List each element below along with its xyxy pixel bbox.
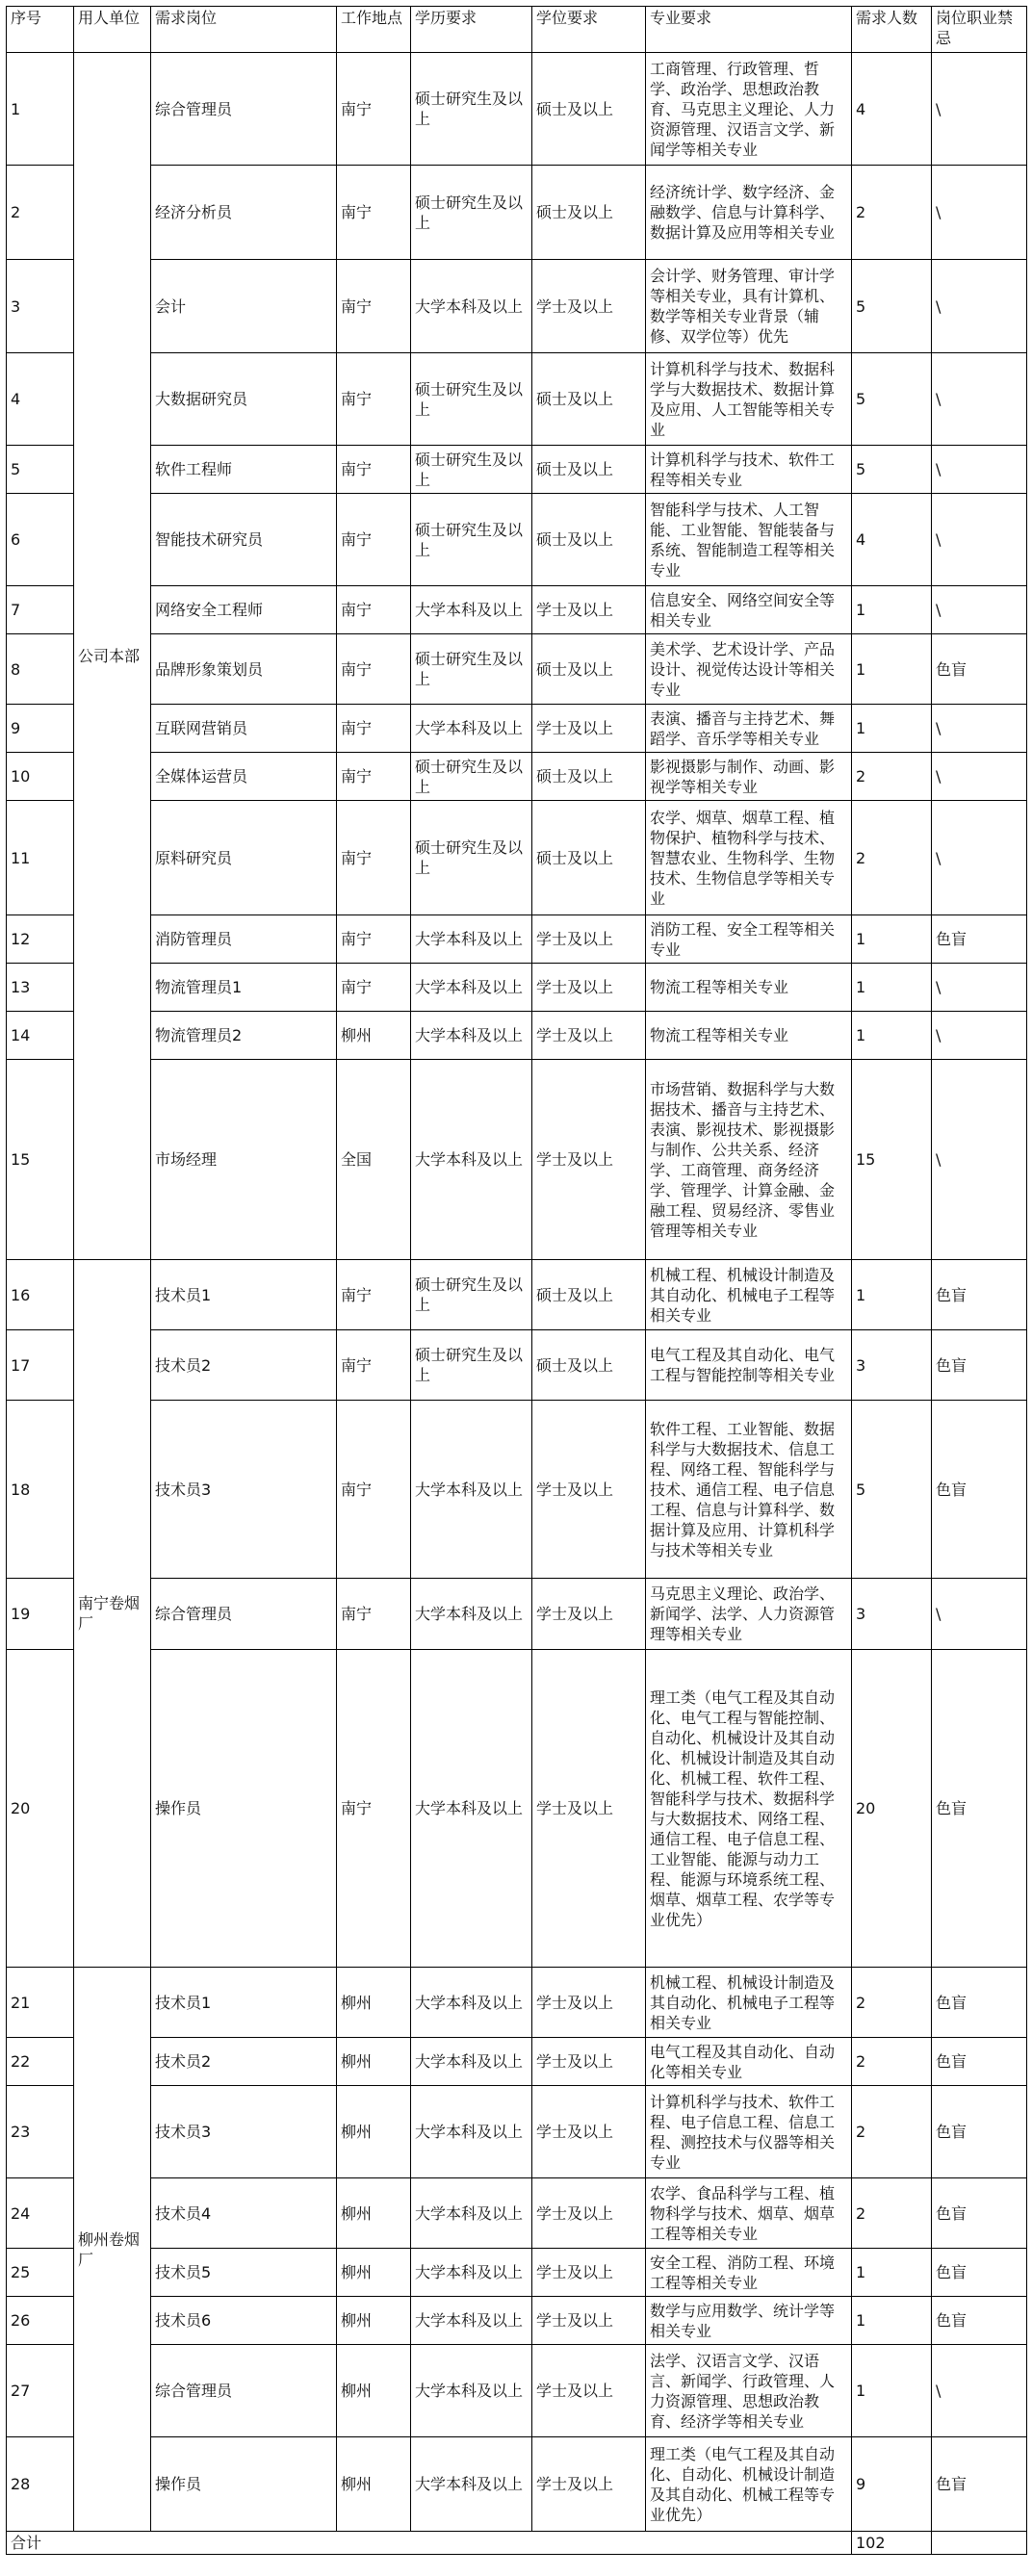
header-row	[7, 7, 1027, 53]
restriction-cell: \	[932, 260, 1027, 353]
table-row	[7, 1260, 1027, 1330]
post-cell: 技术员2	[151, 1330, 337, 1401]
major-cell: 市场营销、数据科学与大数据技术、播音与主持艺术、表演、影视技术、影视摄影与制作、公共关系、经济学、工商管理、商务经济学、管理学、计算金融、金融工程、贸易经济、零售业管理等相关专业	[646, 1060, 852, 1260]
degree-cell: 学士及以上	[532, 1579, 646, 1650]
degree-cell: 学士及以上	[532, 1968, 646, 2038]
post-cell: 综合管理员	[151, 2345, 337, 2437]
major-cell: 影视摄影与制作、动画、影视学等相关专业	[646, 753, 852, 801]
education-cell: 硕士研究生及以上	[411, 166, 532, 260]
row-number: 24	[7, 2178, 74, 2249]
headcount-cell: 1	[852, 1012, 932, 1060]
location-cell: 南宁	[337, 494, 411, 586]
table-row	[7, 1579, 1027, 1650]
education-cell: 硕士研究生及以上	[411, 53, 532, 166]
table-row	[7, 964, 1027, 1012]
headcount-cell: 5	[852, 446, 932, 494]
restriction-cell: \	[932, 964, 1027, 1012]
education-cell: 硕士研究生及以上	[411, 1260, 532, 1330]
table-row	[7, 260, 1027, 353]
major-cell: 智能科学与技术、人工智能、工业智能、智能装备与系统、智能制造工程等相关专业	[646, 494, 852, 586]
restriction-cell: \	[932, 166, 1027, 260]
headcount-cell: 2	[852, 1968, 932, 2038]
degree-cell: 硕士及以上	[532, 634, 646, 705]
header-cell: 需求人数	[852, 7, 932, 53]
degree-cell: 学士及以上	[532, 964, 646, 1012]
row-number: 6	[7, 494, 74, 586]
restriction-cell: 色盲	[932, 1968, 1027, 2038]
headcount-cell: 4	[852, 494, 932, 586]
table-row	[7, 801, 1027, 915]
location-cell: 柳州	[337, 1012, 411, 1060]
degree-cell: 硕士及以上	[532, 801, 646, 915]
restriction-cell: 色盲	[932, 1260, 1027, 1330]
row-number: 22	[7, 2038, 74, 2086]
location-cell: 柳州	[337, 2086, 411, 2178]
restriction-cell: 色盲	[932, 2297, 1027, 2345]
degree-cell: 学士及以上	[532, 705, 646, 753]
restriction-cell: 色盲	[932, 634, 1027, 705]
restriction-cell: \	[932, 2345, 1027, 2437]
location-cell: 南宁	[337, 915, 411, 964]
post-cell: 技术员3	[151, 2086, 337, 2178]
degree-cell: 学士及以上	[532, 1060, 646, 1260]
location-cell: 南宁	[337, 446, 411, 494]
post-cell: 操作员	[151, 2437, 337, 2532]
major-cell: 农学、食品科学与工程、植物科学与技术、烟草、烟草工程等相关专业	[646, 2178, 852, 2249]
degree-cell: 学士及以上	[532, 2297, 646, 2345]
education-cell: 大学本科及以上	[411, 1060, 532, 1260]
restriction-cell: \	[932, 353, 1027, 446]
location-cell: 南宁	[337, 753, 411, 801]
headcount-cell: 4	[852, 53, 932, 166]
location-cell: 南宁	[337, 1579, 411, 1650]
education-cell: 大学本科及以上	[411, 1401, 532, 1579]
header-cell: 用人单位	[74, 7, 151, 53]
restriction-cell: \	[932, 494, 1027, 586]
location-cell: 南宁	[337, 634, 411, 705]
major-cell: 消防工程、安全工程等相关专业	[646, 915, 852, 964]
table-row	[7, 2297, 1027, 2345]
education-cell: 大学本科及以上	[411, 1650, 532, 1968]
header-cell: 需求岗位	[151, 7, 337, 53]
major-cell: 美术学、艺术设计学、产品设计、视觉传达设计等相关专业	[646, 634, 852, 705]
table-row	[7, 2038, 1027, 2086]
major-cell: 工商管理、行政管理、哲学、政治学、思想政治教育、马克思主义理论、人力资源管理、汉语言文学、新闻学等相关专业	[646, 53, 852, 166]
education-cell: 大学本科及以上	[411, 2178, 532, 2249]
row-number: 15	[7, 1060, 74, 1260]
unit-cell: 公司本部	[74, 53, 151, 1260]
major-cell: 马克思主义理论、政治学、新闻学、法学、人力资源管理等相关专业	[646, 1579, 852, 1650]
degree-cell: 学士及以上	[532, 2345, 646, 2437]
education-cell: 硕士研究生及以上	[411, 353, 532, 446]
education-cell: 硕士研究生及以上	[411, 494, 532, 586]
post-cell: 市场经理	[151, 1060, 337, 1260]
post-cell: 经济分析员	[151, 166, 337, 260]
restriction-cell: 色盲	[932, 2086, 1027, 2178]
location-cell: 南宁	[337, 166, 411, 260]
degree-cell: 硕士及以上	[532, 1330, 646, 1401]
post-cell: 物流管理员2	[151, 1012, 337, 1060]
headcount-cell: 1	[852, 964, 932, 1012]
major-cell: 软件工程、工业智能、数据科学与大数据技术、信息工程、网络工程、智能科学与技术、通信工程、电子信息工程、信息与计算科学、数据计算及应用、计算机科学与技术等相关专业	[646, 1401, 852, 1579]
major-cell: 会计学、财务管理、审计学等相关专业，具有计算机、数学等相关专业背景（辅修、双学位等）优先	[646, 260, 852, 353]
post-cell: 技术员6	[151, 2297, 337, 2345]
row-number: 1	[7, 53, 74, 166]
degree-cell: 学士及以上	[532, 2086, 646, 2178]
headcount-cell: 1	[852, 2345, 932, 2437]
headcount-cell: 20	[852, 1650, 932, 1968]
degree-cell: 学士及以上	[532, 260, 646, 353]
location-cell: 柳州	[337, 2178, 411, 2249]
unit-cell: 南宁卷烟厂	[74, 1260, 151, 1968]
headcount-cell: 1	[852, 1260, 932, 1330]
row-number: 17	[7, 1330, 74, 1401]
headcount-cell: 1	[852, 634, 932, 705]
education-cell: 硕士研究生及以上	[411, 634, 532, 705]
restriction-cell: 色盲	[932, 915, 1027, 964]
table-row	[7, 166, 1027, 260]
table-row	[7, 1968, 1027, 2038]
headcount-cell: 5	[852, 1401, 932, 1579]
education-cell: 硕士研究生及以上	[411, 446, 532, 494]
major-cell: 理工类（电气工程及其自动化、电气工程与智能控制、自动化、机械设计及其自动化、机械设计制造及其自动化、机械工程、软件工程、智能科学与技术、数据科学与大数据技术、网络工程、通信工程、电子信息工程、工业智能、能源与动力工程、能源与环境系统工程、烟草、烟草工程、农学等专业优先）	[646, 1650, 852, 1968]
location-cell: 柳州	[337, 2249, 411, 2297]
row-number: 4	[7, 353, 74, 446]
education-cell: 大学本科及以上	[411, 964, 532, 1012]
post-cell: 技术员3	[151, 1401, 337, 1579]
restriction-cell: \	[932, 1579, 1027, 1650]
header-cell: 学位要求	[532, 7, 646, 53]
post-cell: 综合管理员	[151, 1579, 337, 1650]
table-row	[7, 53, 1027, 166]
post-cell: 物流管理员1	[151, 964, 337, 1012]
table-row	[7, 494, 1027, 586]
degree-cell: 硕士及以上	[532, 494, 646, 586]
major-cell: 农学、烟草、烟草工程、植物保护、植物科学与技术、智慧农业、生物科学、生物技术、生物信息学等相关专业	[646, 801, 852, 915]
row-number: 9	[7, 705, 74, 753]
degree-cell: 学士及以上	[532, 1012, 646, 1060]
restriction-cell: \	[932, 801, 1027, 915]
location-cell: 南宁	[337, 1330, 411, 1401]
post-cell: 原料研究员	[151, 801, 337, 915]
education-cell: 大学本科及以上	[411, 1579, 532, 1650]
location-cell: 南宁	[337, 1260, 411, 1330]
post-cell: 全媒体运营员	[151, 753, 337, 801]
table-row	[7, 2437, 1027, 2532]
restriction-cell: 色盲	[932, 1401, 1027, 1579]
headcount-cell: 1	[852, 915, 932, 964]
table-row	[7, 1012, 1027, 1060]
post-cell: 技术员4	[151, 2178, 337, 2249]
post-cell: 综合管理员	[151, 53, 337, 166]
post-cell: 技术员1	[151, 1260, 337, 1330]
recruitment-table	[6, 6, 1027, 2555]
major-cell: 机械工程、机械设计制造及其自动化、机械电子工程等相关专业	[646, 1968, 852, 2038]
table-row	[7, 753, 1027, 801]
header-cell: 工作地点	[337, 7, 411, 53]
post-cell: 互联网营销员	[151, 705, 337, 753]
education-cell: 大学本科及以上	[411, 260, 532, 353]
education-cell: 大学本科及以上	[411, 1012, 532, 1060]
row-number: 20	[7, 1650, 74, 1968]
header-cell: 岗位职业禁忌	[932, 7, 1027, 53]
location-cell: 柳州	[337, 1968, 411, 2038]
post-cell: 操作员	[151, 1650, 337, 1968]
restriction-cell: 色盲	[932, 2178, 1027, 2249]
major-cell: 数学与应用数学、统计学等相关专业	[646, 2297, 852, 2345]
education-cell: 大学本科及以上	[411, 2249, 532, 2297]
major-cell: 电气工程及其自动化、电气工程与智能控制等相关专业	[646, 1330, 852, 1401]
row-number: 27	[7, 2345, 74, 2437]
location-cell: 柳州	[337, 2345, 411, 2437]
headcount-cell: 3	[852, 1579, 932, 1650]
table-row	[7, 634, 1027, 705]
post-cell: 消防管理员	[151, 915, 337, 964]
post-cell: 网络安全工程师	[151, 586, 337, 634]
headcount-cell: 1	[852, 705, 932, 753]
header-cell: 专业要求	[646, 7, 852, 53]
education-cell: 大学本科及以上	[411, 2297, 532, 2345]
headcount-cell: 2	[852, 2038, 932, 2086]
location-cell: 南宁	[337, 964, 411, 1012]
major-cell: 计算机科学与技术、数据科学与大数据技术、数据计算及应用、人工智能等相关专业	[646, 353, 852, 446]
table-row	[7, 2345, 1027, 2437]
location-cell: 南宁	[337, 53, 411, 166]
restriction-cell: 色盲	[932, 2437, 1027, 2532]
unit-cell: 柳州卷烟厂	[74, 1968, 151, 2532]
table-row	[7, 2178, 1027, 2249]
major-cell: 安全工程、消防工程、环境工程等相关专业	[646, 2249, 852, 2297]
post-cell: 品牌形象策划员	[151, 634, 337, 705]
degree-cell: 学士及以上	[532, 2437, 646, 2532]
education-cell: 大学本科及以上	[411, 2038, 532, 2086]
row-number: 16	[7, 1260, 74, 1330]
location-cell: 南宁	[337, 705, 411, 753]
education-cell: 大学本科及以上	[411, 1968, 532, 2038]
table-row	[7, 1060, 1027, 1260]
major-cell: 物流工程等相关专业	[646, 964, 852, 1012]
header-cell: 序号	[7, 7, 74, 53]
restriction-cell: \	[932, 1060, 1027, 1260]
table-row	[7, 1330, 1027, 1401]
table-row	[7, 705, 1027, 753]
table-row	[7, 353, 1027, 446]
headcount-cell: 2	[852, 166, 932, 260]
location-cell: 南宁	[337, 1401, 411, 1579]
education-cell: 大学本科及以上	[411, 2345, 532, 2437]
degree-cell: 硕士及以上	[532, 353, 646, 446]
education-cell: 大学本科及以上	[411, 586, 532, 634]
post-cell: 技术员1	[151, 1968, 337, 2038]
restriction-cell: \	[932, 753, 1027, 801]
major-cell: 计算机科学与技术、软件工程、电子信息工程、信息工程、测控技术与仪器等相关专业	[646, 2086, 852, 2178]
location-cell: 南宁	[337, 586, 411, 634]
location-cell: 柳州	[337, 2297, 411, 2345]
row-number: 12	[7, 915, 74, 964]
row-number: 11	[7, 801, 74, 915]
row-number: 19	[7, 1579, 74, 1650]
table-row	[7, 2249, 1027, 2297]
headcount-cell: 2	[852, 753, 932, 801]
restriction-cell: \	[932, 1012, 1027, 1060]
degree-cell: 硕士及以上	[532, 1260, 646, 1330]
post-cell: 大数据研究员	[151, 353, 337, 446]
row-number: 18	[7, 1401, 74, 1579]
restriction-cell: \	[932, 53, 1027, 166]
restriction-cell: 色盲	[932, 1330, 1027, 1401]
restriction-cell: 色盲	[932, 1650, 1027, 1968]
row-number: 21	[7, 1968, 74, 2038]
row-number: 26	[7, 2297, 74, 2345]
table-row	[7, 1650, 1027, 1968]
location-cell: 南宁	[337, 801, 411, 915]
post-cell: 会计	[151, 260, 337, 353]
table-body	[7, 53, 1027, 2532]
degree-cell: 学士及以上	[532, 586, 646, 634]
row-number: 23	[7, 2086, 74, 2178]
row-number: 14	[7, 1012, 74, 1060]
degree-cell: 硕士及以上	[532, 53, 646, 166]
total-row	[7, 2532, 1027, 2555]
degree-cell: 硕士及以上	[532, 446, 646, 494]
major-cell: 信息安全、网络空间安全等相关专业	[646, 586, 852, 634]
location-cell: 全国	[337, 1060, 411, 1260]
education-cell: 大学本科及以上	[411, 2086, 532, 2178]
degree-cell: 学士及以上	[532, 2178, 646, 2249]
row-number: 10	[7, 753, 74, 801]
row-number: 3	[7, 260, 74, 353]
headcount-cell: 1	[852, 586, 932, 634]
major-cell: 机械工程、机械设计制造及其自动化、机械电子工程等相关专业	[646, 1260, 852, 1330]
headcount-cell: 2	[852, 2178, 932, 2249]
headcount-cell: 5	[852, 353, 932, 446]
major-cell: 物流工程等相关专业	[646, 1012, 852, 1060]
row-number: 7	[7, 586, 74, 634]
headcount-cell: 3	[852, 1330, 932, 1401]
education-cell: 硕士研究生及以上	[411, 1330, 532, 1401]
major-cell: 经济统计学、数字经济、金融数学、信息与计算科学、数据计算及应用等相关专业	[646, 166, 852, 260]
row-number: 28	[7, 2437, 74, 2532]
headcount-cell: 9	[852, 2437, 932, 2532]
degree-cell: 硕士及以上	[532, 753, 646, 801]
education-cell: 硕士研究生及以上	[411, 801, 532, 915]
table-row	[7, 446, 1027, 494]
post-cell: 技术员2	[151, 2038, 337, 2086]
restriction-cell: 色盲	[932, 2249, 1027, 2297]
education-cell: 硕士研究生及以上	[411, 753, 532, 801]
restriction-cell: \	[932, 446, 1027, 494]
total-label: 合计	[7, 2532, 852, 2555]
location-cell: 柳州	[337, 2038, 411, 2086]
total-count: 102	[852, 2532, 932, 2555]
location-cell: 南宁	[337, 260, 411, 353]
location-cell: 南宁	[337, 353, 411, 446]
header-cell: 学历要求	[411, 7, 532, 53]
row-number: 2	[7, 166, 74, 260]
major-cell: 计算机科学与技术、软件工程等相关专业	[646, 446, 852, 494]
degree-cell: 学士及以上	[532, 1401, 646, 1579]
table-row	[7, 2086, 1027, 2178]
row-number: 8	[7, 634, 74, 705]
degree-cell: 学士及以上	[532, 2038, 646, 2086]
total-empty	[932, 2532, 1027, 2555]
headcount-cell: 1	[852, 2249, 932, 2297]
row-number: 25	[7, 2249, 74, 2297]
headcount-cell: 15	[852, 1060, 932, 1260]
degree-cell: 学士及以上	[532, 915, 646, 964]
degree-cell: 硕士及以上	[532, 166, 646, 260]
table-row	[7, 586, 1027, 634]
major-cell: 法学、汉语言文学、汉语言、新闻学、行政管理、人力资源管理、思想政治教育、经济学等相关专业	[646, 2345, 852, 2437]
post-cell: 软件工程师	[151, 446, 337, 494]
headcount-cell: 1	[852, 2297, 932, 2345]
education-cell: 大学本科及以上	[411, 2437, 532, 2532]
post-cell: 技术员5	[151, 2249, 337, 2297]
headcount-cell: 2	[852, 801, 932, 915]
post-cell: 智能技术研究员	[151, 494, 337, 586]
restriction-cell: 色盲	[932, 2038, 1027, 2086]
location-cell: 南宁	[337, 1650, 411, 1968]
table-row	[7, 915, 1027, 964]
major-cell: 电气工程及其自动化、自动化等相关专业	[646, 2038, 852, 2086]
location-cell: 柳州	[337, 2437, 411, 2532]
education-cell: 大学本科及以上	[411, 705, 532, 753]
headcount-cell: 5	[852, 260, 932, 353]
degree-cell: 学士及以上	[532, 2249, 646, 2297]
education-cell: 大学本科及以上	[411, 915, 532, 964]
major-cell: 表演、播音与主持艺术、舞蹈学、音乐学等相关专业	[646, 705, 852, 753]
row-number: 13	[7, 964, 74, 1012]
degree-cell: 学士及以上	[532, 1650, 646, 1968]
table-row	[7, 1401, 1027, 1579]
headcount-cell: 2	[852, 2086, 932, 2178]
restriction-cell: \	[932, 705, 1027, 753]
row-number: 5	[7, 446, 74, 494]
major-cell: 理工类（电气工程及其自动化、自动化、机械设计制造及其自动化、机械工程等专业优先）	[646, 2437, 852, 2532]
restriction-cell: \	[932, 586, 1027, 634]
